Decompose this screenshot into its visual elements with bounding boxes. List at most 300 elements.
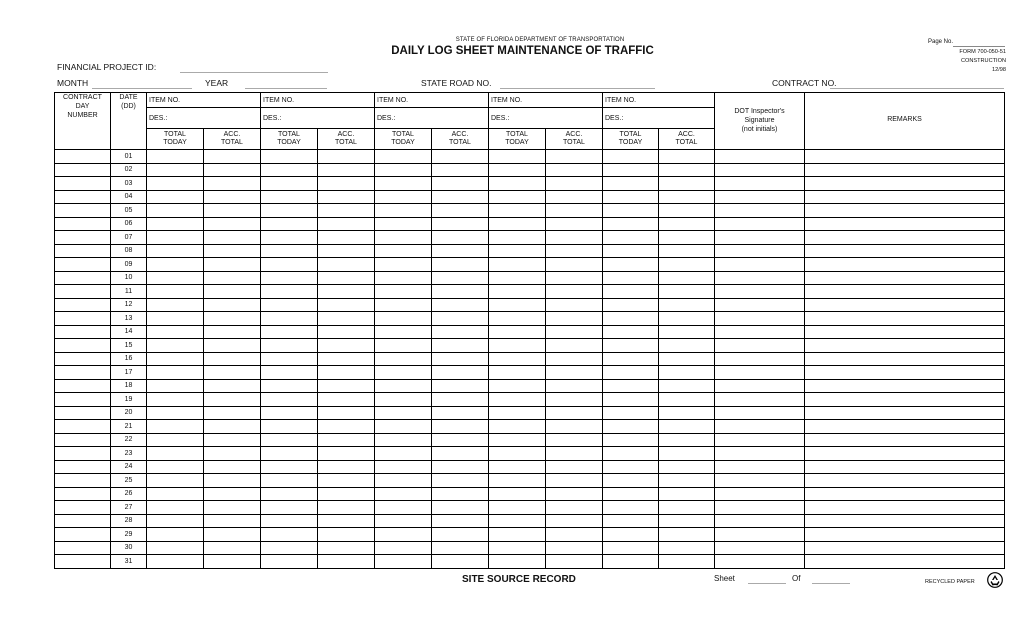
entry-cell[interactable] <box>147 541 204 555</box>
contract-day-cell[interactable] <box>55 244 111 258</box>
entry-cell[interactable] <box>603 244 659 258</box>
entry-cell[interactable] <box>204 312 261 326</box>
signature-cell[interactable] <box>715 366 805 380</box>
signature-cell[interactable] <box>715 258 805 272</box>
signature-cell[interactable] <box>715 406 805 420</box>
entry-cell[interactable] <box>489 528 546 542</box>
remarks-cell[interactable] <box>805 285 1005 299</box>
entry-cell[interactable] <box>489 366 546 380</box>
entry-cell[interactable] <box>546 366 603 380</box>
entry-cell[interactable] <box>147 460 204 474</box>
page-no-field[interactable] <box>953 46 1005 47</box>
entry-cell[interactable] <box>659 528 715 542</box>
entry-cell[interactable] <box>261 163 318 177</box>
entry-cell[interactable] <box>659 379 715 393</box>
entry-cell[interactable] <box>147 379 204 393</box>
contract-day-cell[interactable] <box>55 163 111 177</box>
contract-day-cell[interactable] <box>55 447 111 461</box>
entry-cell[interactable] <box>546 204 603 218</box>
remarks-cell[interactable] <box>805 150 1005 164</box>
entry-cell[interactable] <box>489 177 546 191</box>
entry-cell[interactable] <box>546 447 603 461</box>
entry-cell[interactable] <box>318 447 375 461</box>
entry-cell[interactable] <box>546 514 603 528</box>
entry-cell[interactable] <box>489 393 546 407</box>
remarks-cell[interactable] <box>805 420 1005 434</box>
signature-cell[interactable] <box>715 244 805 258</box>
entry-cell[interactable] <box>261 460 318 474</box>
remarks-cell[interactable] <box>805 163 1005 177</box>
entry-cell[interactable] <box>375 541 432 555</box>
entry-cell[interactable] <box>603 528 659 542</box>
entry-cell[interactable] <box>318 514 375 528</box>
remarks-cell[interactable] <box>805 366 1005 380</box>
entry-cell[interactable] <box>489 150 546 164</box>
entry-cell[interactable] <box>375 177 432 191</box>
signature-cell[interactable] <box>715 501 805 515</box>
entry-cell[interactable] <box>261 339 318 353</box>
entry-cell[interactable] <box>204 352 261 366</box>
des-cell[interactable]: DES.: <box>261 108 375 129</box>
entry-cell[interactable] <box>375 366 432 380</box>
entry-cell[interactable] <box>432 150 489 164</box>
entry-cell[interactable] <box>375 312 432 326</box>
entry-cell[interactable] <box>659 433 715 447</box>
signature-cell[interactable] <box>715 514 805 528</box>
signature-cell[interactable] <box>715 460 805 474</box>
signature-cell[interactable] <box>715 474 805 488</box>
entry-cell[interactable] <box>261 474 318 488</box>
entry-cell[interactable] <box>261 190 318 204</box>
entry-cell[interactable] <box>204 420 261 434</box>
entry-cell[interactable] <box>261 379 318 393</box>
entry-cell[interactable] <box>375 501 432 515</box>
entry-cell[interactable] <box>261 312 318 326</box>
remarks-cell[interactable] <box>805 204 1005 218</box>
entry-cell[interactable] <box>659 420 715 434</box>
entry-cell[interactable] <box>659 285 715 299</box>
entry-cell[interactable] <box>318 352 375 366</box>
entry-cell[interactable] <box>659 514 715 528</box>
entry-cell[interactable] <box>489 217 546 231</box>
entry-cell[interactable] <box>432 514 489 528</box>
signature-cell[interactable] <box>715 379 805 393</box>
contract-day-cell[interactable] <box>55 460 111 474</box>
entry-cell[interactable] <box>432 433 489 447</box>
entry-cell[interactable] <box>546 177 603 191</box>
remarks-cell[interactable] <box>805 312 1005 326</box>
entry-cell[interactable] <box>375 298 432 312</box>
entry-cell[interactable] <box>147 555 204 569</box>
entry-cell[interactable] <box>147 285 204 299</box>
entry-cell[interactable] <box>204 150 261 164</box>
entry-cell[interactable] <box>318 150 375 164</box>
entry-cell[interactable] <box>432 312 489 326</box>
entry-cell[interactable] <box>375 258 432 272</box>
entry-cell[interactable] <box>375 285 432 299</box>
remarks-cell[interactable] <box>805 379 1005 393</box>
remarks-cell[interactable] <box>805 217 1005 231</box>
entry-cell[interactable] <box>432 366 489 380</box>
entry-cell[interactable] <box>603 217 659 231</box>
entry-cell[interactable] <box>546 339 603 353</box>
entry-cell[interactable] <box>489 271 546 285</box>
entry-cell[interactable] <box>147 217 204 231</box>
des-cell[interactable]: DES.: <box>603 108 715 129</box>
entry-cell[interactable] <box>432 541 489 555</box>
entry-cell[interactable] <box>659 312 715 326</box>
entry-cell[interactable] <box>659 177 715 191</box>
signature-cell[interactable] <box>715 298 805 312</box>
signature-cell[interactable] <box>715 285 805 299</box>
entry-cell[interactable] <box>147 177 204 191</box>
contract-day-cell[interactable] <box>55 217 111 231</box>
entry-cell[interactable] <box>546 379 603 393</box>
entry-cell[interactable] <box>318 339 375 353</box>
entry-cell[interactable] <box>489 433 546 447</box>
entry-cell[interactable] <box>659 366 715 380</box>
entry-cell[interactable] <box>375 406 432 420</box>
contract-day-cell[interactable] <box>55 352 111 366</box>
entry-cell[interactable] <box>261 487 318 501</box>
entry-cell[interactable] <box>261 393 318 407</box>
entry-cell[interactable] <box>318 258 375 272</box>
entry-cell[interactable] <box>432 447 489 461</box>
entry-cell[interactable] <box>375 474 432 488</box>
entry-cell[interactable] <box>147 163 204 177</box>
entry-cell[interactable] <box>147 312 204 326</box>
remarks-cell[interactable] <box>805 352 1005 366</box>
signature-cell[interactable] <box>715 177 805 191</box>
entry-cell[interactable] <box>489 474 546 488</box>
signature-cell[interactable] <box>715 163 805 177</box>
contract-day-cell[interactable] <box>55 406 111 420</box>
sheet-total-field[interactable] <box>812 583 850 584</box>
entry-cell[interactable] <box>659 325 715 339</box>
entry-cell[interactable] <box>489 258 546 272</box>
entry-cell[interactable] <box>261 420 318 434</box>
entry-cell[interactable] <box>432 555 489 569</box>
entry-cell[interactable] <box>546 271 603 285</box>
contract-day-cell[interactable] <box>55 487 111 501</box>
entry-cell[interactable] <box>318 528 375 542</box>
entry-cell[interactable] <box>432 460 489 474</box>
signature-cell[interactable] <box>715 325 805 339</box>
remarks-cell[interactable] <box>805 258 1005 272</box>
entry-cell[interactable] <box>318 474 375 488</box>
entry-cell[interactable] <box>375 433 432 447</box>
entry-cell[interactable] <box>432 231 489 245</box>
remarks-cell[interactable] <box>805 541 1005 555</box>
entry-cell[interactable] <box>432 528 489 542</box>
entry-cell[interactable] <box>204 285 261 299</box>
entry-cell[interactable] <box>489 285 546 299</box>
entry-cell[interactable] <box>432 325 489 339</box>
entry-cell[interactable] <box>204 555 261 569</box>
entry-cell[interactable] <box>204 447 261 461</box>
entry-cell[interactable] <box>659 447 715 461</box>
entry-cell[interactable] <box>261 501 318 515</box>
entry-cell[interactable] <box>261 231 318 245</box>
entry-cell[interactable] <box>432 379 489 393</box>
entry-cell[interactable] <box>147 433 204 447</box>
entry-cell[interactable] <box>659 460 715 474</box>
entry-cell[interactable] <box>489 231 546 245</box>
signature-cell[interactable] <box>715 447 805 461</box>
contract-day-cell[interactable] <box>55 190 111 204</box>
entry-cell[interactable] <box>375 150 432 164</box>
entry-cell[interactable] <box>659 217 715 231</box>
entry-cell[interactable] <box>432 501 489 515</box>
entry-cell[interactable] <box>261 447 318 461</box>
entry-cell[interactable] <box>375 460 432 474</box>
remarks-cell[interactable] <box>805 271 1005 285</box>
entry-cell[interactable] <box>489 406 546 420</box>
entry-cell[interactable] <box>318 420 375 434</box>
entry-cell[interactable] <box>261 150 318 164</box>
signature-cell[interactable] <box>715 339 805 353</box>
signature-cell[interactable] <box>715 231 805 245</box>
entry-cell[interactable] <box>147 514 204 528</box>
contract-day-cell[interactable] <box>55 474 111 488</box>
entry-cell[interactable] <box>318 433 375 447</box>
entry-cell[interactable] <box>489 190 546 204</box>
entry-cell[interactable] <box>489 501 546 515</box>
entry-cell[interactable] <box>318 298 375 312</box>
entry-cell[interactable] <box>603 501 659 515</box>
contract-day-cell[interactable] <box>55 393 111 407</box>
entry-cell[interactable] <box>603 339 659 353</box>
remarks-cell[interactable] <box>805 501 1005 515</box>
entry-cell[interactable] <box>204 190 261 204</box>
entry-cell[interactable] <box>603 285 659 299</box>
entry-cell[interactable] <box>375 447 432 461</box>
entry-cell[interactable] <box>318 204 375 218</box>
entry-cell[interactable] <box>261 271 318 285</box>
entry-cell[interactable] <box>147 150 204 164</box>
entry-cell[interactable] <box>261 325 318 339</box>
entry-cell[interactable] <box>603 312 659 326</box>
entry-cell[interactable] <box>204 406 261 420</box>
entry-cell[interactable] <box>659 204 715 218</box>
entry-cell[interactable] <box>546 460 603 474</box>
entry-cell[interactable] <box>603 379 659 393</box>
entry-cell[interactable] <box>204 487 261 501</box>
entry-cell[interactable] <box>603 487 659 501</box>
remarks-cell[interactable] <box>805 514 1005 528</box>
entry-cell[interactable] <box>546 244 603 258</box>
entry-cell[interactable] <box>204 339 261 353</box>
entry-cell[interactable] <box>603 231 659 245</box>
entry-cell[interactable] <box>659 339 715 353</box>
entry-cell[interactable] <box>261 204 318 218</box>
entry-cell[interactable] <box>261 285 318 299</box>
entry-cell[interactable] <box>204 244 261 258</box>
entry-cell[interactable] <box>204 258 261 272</box>
remarks-cell[interactable] <box>805 339 1005 353</box>
entry-cell[interactable] <box>204 501 261 515</box>
entry-cell[interactable] <box>432 420 489 434</box>
entry-cell[interactable] <box>489 379 546 393</box>
entry-cell[interactable] <box>147 366 204 380</box>
entry-cell[interactable] <box>375 487 432 501</box>
entry-cell[interactable] <box>318 555 375 569</box>
entry-cell[interactable] <box>318 190 375 204</box>
entry-cell[interactable] <box>147 204 204 218</box>
entry-cell[interactable] <box>489 352 546 366</box>
entry-cell[interactable] <box>659 352 715 366</box>
entry-cell[interactable] <box>546 298 603 312</box>
year-field[interactable] <box>245 88 327 89</box>
entry-cell[interactable] <box>147 447 204 461</box>
entry-cell[interactable] <box>204 298 261 312</box>
entry-cell[interactable] <box>204 204 261 218</box>
entry-cell[interactable] <box>318 163 375 177</box>
entry-cell[interactable] <box>659 258 715 272</box>
entry-cell[interactable] <box>432 217 489 231</box>
signature-cell[interactable] <box>715 393 805 407</box>
entry-cell[interactable] <box>546 528 603 542</box>
entry-cell[interactable] <box>546 150 603 164</box>
entry-cell[interactable] <box>546 231 603 245</box>
entry-cell[interactable] <box>659 298 715 312</box>
entry-cell[interactable] <box>375 325 432 339</box>
sheet-number-field[interactable] <box>748 583 786 584</box>
entry-cell[interactable] <box>147 528 204 542</box>
entry-cell[interactable] <box>659 163 715 177</box>
entry-cell[interactable] <box>147 190 204 204</box>
contract-day-cell[interactable] <box>55 285 111 299</box>
entry-cell[interactable] <box>603 258 659 272</box>
signature-cell[interactable] <box>715 555 805 569</box>
entry-cell[interactable] <box>432 298 489 312</box>
entry-cell[interactable] <box>489 555 546 569</box>
entry-cell[interactable] <box>432 244 489 258</box>
entry-cell[interactable] <box>432 177 489 191</box>
remarks-cell[interactable] <box>805 231 1005 245</box>
contract-day-cell[interactable] <box>55 204 111 218</box>
entry-cell[interactable] <box>603 420 659 434</box>
entry-cell[interactable] <box>375 271 432 285</box>
entry-cell[interactable] <box>659 555 715 569</box>
entry-cell[interactable] <box>432 352 489 366</box>
entry-cell[interactable] <box>546 258 603 272</box>
signature-cell[interactable] <box>715 312 805 326</box>
entry-cell[interactable] <box>546 420 603 434</box>
entry-cell[interactable] <box>489 163 546 177</box>
entry-cell[interactable] <box>603 447 659 461</box>
entry-cell[interactable] <box>546 325 603 339</box>
entry-cell[interactable] <box>432 163 489 177</box>
entry-cell[interactable] <box>432 406 489 420</box>
entry-cell[interactable] <box>204 514 261 528</box>
entry-cell[interactable] <box>659 244 715 258</box>
entry-cell[interactable] <box>603 406 659 420</box>
contract-day-cell[interactable] <box>55 366 111 380</box>
remarks-cell[interactable] <box>805 325 1005 339</box>
item-no-cell[interactable]: ITEM NO. <box>375 93 489 108</box>
contract-day-cell[interactable] <box>55 325 111 339</box>
entry-cell[interactable] <box>147 258 204 272</box>
des-cell[interactable]: DES.: <box>147 108 261 129</box>
entry-cell[interactable] <box>204 271 261 285</box>
entry-cell[interactable] <box>659 393 715 407</box>
entry-cell[interactable] <box>603 366 659 380</box>
entry-cell[interactable] <box>603 514 659 528</box>
entry-cell[interactable] <box>603 555 659 569</box>
entry-cell[interactable] <box>546 487 603 501</box>
entry-cell[interactable] <box>659 487 715 501</box>
entry-cell[interactable] <box>147 352 204 366</box>
entry-cell[interactable] <box>603 298 659 312</box>
month-field[interactable] <box>92 88 192 89</box>
contract-day-cell[interactable] <box>55 514 111 528</box>
entry-cell[interactable] <box>659 190 715 204</box>
remarks-cell[interactable] <box>805 393 1005 407</box>
entry-cell[interactable] <box>375 204 432 218</box>
entry-cell[interactable] <box>546 312 603 326</box>
entry-cell[interactable] <box>318 393 375 407</box>
contract-day-cell[interactable] <box>55 528 111 542</box>
entry-cell[interactable] <box>147 298 204 312</box>
entry-cell[interactable] <box>318 312 375 326</box>
entry-cell[interactable] <box>375 420 432 434</box>
remarks-cell[interactable] <box>805 474 1005 488</box>
entry-cell[interactable] <box>603 541 659 555</box>
entry-cell[interactable] <box>546 217 603 231</box>
entry-cell[interactable] <box>659 501 715 515</box>
contract-day-cell[interactable] <box>55 150 111 164</box>
entry-cell[interactable] <box>204 177 261 191</box>
entry-cell[interactable] <box>603 190 659 204</box>
entry-cell[interactable] <box>318 406 375 420</box>
signature-cell[interactable] <box>715 150 805 164</box>
entry-cell[interactable] <box>603 474 659 488</box>
des-cell[interactable]: DES.: <box>375 108 489 129</box>
entry-cell[interactable] <box>603 271 659 285</box>
entry-cell[interactable] <box>603 352 659 366</box>
entry-cell[interactable] <box>318 217 375 231</box>
entry-cell[interactable] <box>147 244 204 258</box>
entry-cell[interactable] <box>546 285 603 299</box>
entry-cell[interactable] <box>261 541 318 555</box>
entry-cell[interactable] <box>603 204 659 218</box>
entry-cell[interactable] <box>489 325 546 339</box>
entry-cell[interactable] <box>375 514 432 528</box>
entry-cell[interactable] <box>261 258 318 272</box>
entry-cell[interactable] <box>546 501 603 515</box>
signature-cell[interactable] <box>715 433 805 447</box>
entry-cell[interactable] <box>147 393 204 407</box>
entry-cell[interactable] <box>147 406 204 420</box>
entry-cell[interactable] <box>375 190 432 204</box>
entry-cell[interactable] <box>375 163 432 177</box>
entry-cell[interactable] <box>489 339 546 353</box>
entry-cell[interactable] <box>546 352 603 366</box>
entry-cell[interactable] <box>489 312 546 326</box>
contract-no-field[interactable] <box>830 88 1004 89</box>
signature-cell[interactable] <box>715 204 805 218</box>
entry-cell[interactable] <box>603 150 659 164</box>
remarks-cell[interactable] <box>805 298 1005 312</box>
entry-cell[interactable] <box>204 163 261 177</box>
entry-cell[interactable] <box>318 231 375 245</box>
entry-cell[interactable] <box>204 393 261 407</box>
remarks-cell[interactable] <box>805 244 1005 258</box>
entry-cell[interactable] <box>318 285 375 299</box>
entry-cell[interactable] <box>546 541 603 555</box>
entry-cell[interactable] <box>603 163 659 177</box>
